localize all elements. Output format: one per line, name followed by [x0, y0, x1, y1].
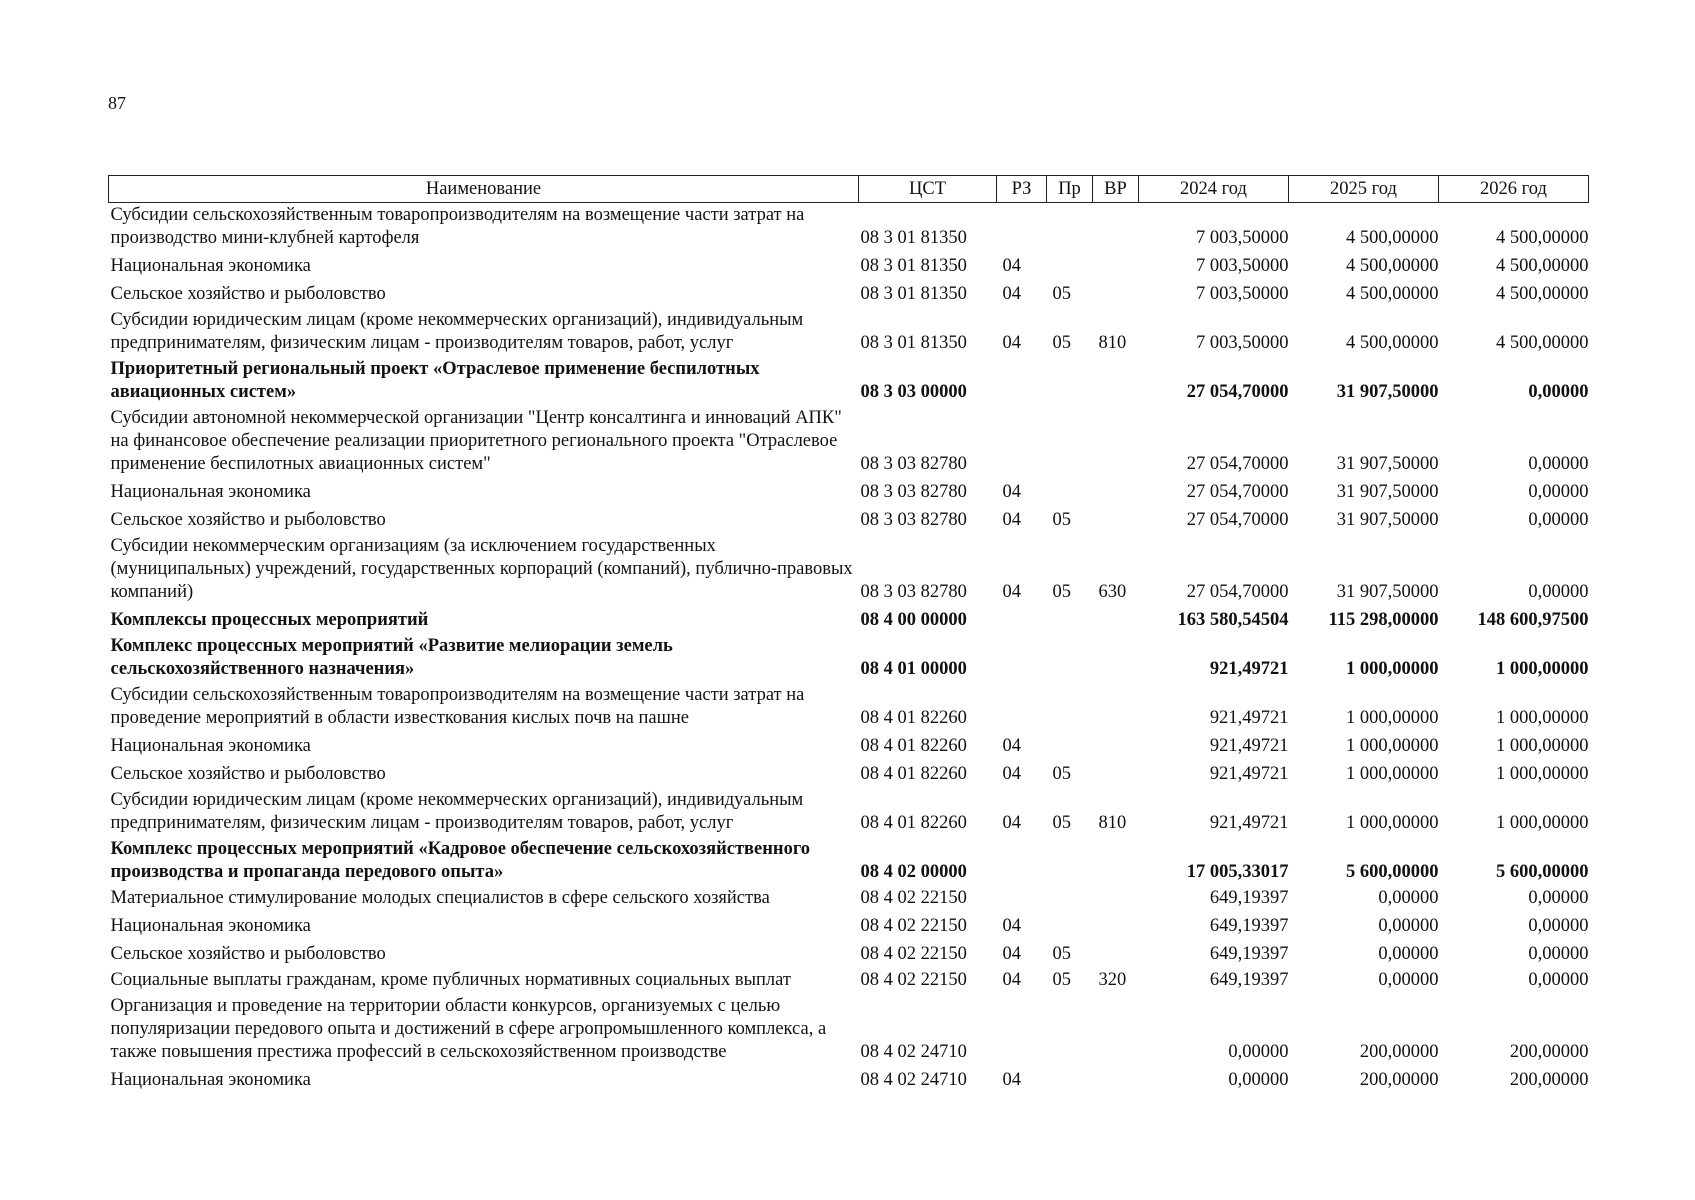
cell-name: Национальная экономика [110, 916, 311, 936]
cell-name: Субсидии сельскохозяйственным товаропроизводителям на возмещение части затрат на проведение мероприятий в области известкования кислых почв на пашне [110, 685, 805, 728]
header-name: Наименование [109, 176, 859, 203]
cell-2024: 921,49721 [1209, 736, 1289, 756]
cell-vr [1093, 406, 1139, 478]
table-row [109, 203, 1589, 253]
cell-2025: 200,00000 [1359, 1042, 1439, 1062]
cell-vr [1093, 760, 1139, 788]
cell-rz: 04 [1002, 510, 1021, 530]
cell-vr [1093, 1066, 1139, 1094]
cell-rz [997, 886, 1047, 912]
header-2025: 2025 год [1289, 176, 1439, 203]
cell-name: Субсидии автономной некоммерческой организации "Центр консалтинга и инноваций АПК" на финансовое обеспечение реализации приоритетного регионального проекта "Отраслевое применение беспилотных авиационных систем" [110, 408, 842, 474]
header-2026: 2026 год [1439, 176, 1589, 203]
cell-2026: 148 600,97500 [1477, 610, 1589, 630]
cell-2025: 4 500,00000 [1346, 333, 1439, 353]
cell-pr: 05 [1052, 764, 1071, 784]
cell-cst: 08 4 02 00000 [860, 862, 967, 882]
cell-2024: 649,19397 [1209, 888, 1289, 908]
header-pr: Пр [1047, 176, 1093, 203]
cell-2026: 1 000,00000 [1496, 736, 1589, 756]
cell-2024: 649,19397 [1209, 944, 1289, 964]
cell-name: Сельское хозяйство и рыболовство [110, 944, 386, 964]
cell-cst: 08 3 03 00000 [860, 382, 967, 402]
cell-2024: 7 003,50000 [1196, 333, 1289, 353]
header-2024: 2024 год [1139, 176, 1289, 203]
cell-rz: 04 [1002, 1070, 1021, 1090]
table-row [109, 886, 1589, 912]
cell-pr: 05 [1052, 944, 1071, 964]
header-rz: РЗ [997, 176, 1047, 203]
cell-rz: 04 [1002, 764, 1021, 784]
cell-rz: 04 [1002, 256, 1021, 276]
cell-vr: 320 [1098, 970, 1127, 990]
table-row [109, 506, 1589, 534]
cell-2024: 921,49721 [1209, 764, 1289, 784]
cell-vr [1093, 634, 1139, 683]
cell-cst: 08 4 01 82260 [860, 813, 967, 833]
cell-2025: 1 000,00000 [1346, 813, 1439, 833]
cell-2025: 31 907,50000 [1336, 382, 1439, 402]
cell-2024: 27 054,70000 [1186, 510, 1289, 530]
cell-2026: 0,00000 [1528, 582, 1589, 602]
table-row [109, 634, 1589, 683]
cell-2025: 0,00000 [1378, 888, 1439, 908]
cell-rz [997, 357, 1047, 406]
cell-name: Национальная экономика [110, 1070, 311, 1090]
cell-2026: 0,00000 [1528, 510, 1589, 530]
cell-2026: 4 500,00000 [1496, 228, 1589, 248]
cell-rz [997, 994, 1047, 1066]
cell-pr: 05 [1052, 582, 1071, 602]
cell-name: Материальное стимулирование молодых специалистов в сфере сельского хозяйства [110, 888, 770, 908]
cell-rz: 04 [1002, 970, 1021, 990]
cell-2025: 4 500,00000 [1346, 284, 1439, 304]
cell-rz: 04 [1002, 482, 1021, 502]
cell-2024: 27 054,70000 [1186, 582, 1289, 602]
cell-pr [1047, 357, 1093, 406]
cell-rz: 04 [1002, 916, 1021, 936]
cell-2026: 0,00000 [1528, 382, 1589, 402]
cell-2025: 1 000,00000 [1346, 764, 1439, 784]
cell-vr [1093, 506, 1139, 534]
cell-rz [997, 606, 1047, 634]
cell-name: Сельское хозяйство и рыболовство [110, 764, 386, 784]
cell-2025: 5 600,00000 [1346, 862, 1439, 882]
cell-vr [1093, 732, 1139, 760]
table-row [109, 406, 1589, 478]
cell-name: Комплексы процессных мероприятий [110, 610, 429, 630]
table-row [109, 308, 1589, 357]
cell-2025: 0,00000 [1378, 970, 1439, 990]
cell-name: Приоритетный региональный проект «Отраслевое применение беспилотных авиационных систем» [110, 359, 760, 402]
cell-cst: 08 3 03 82780 [860, 582, 967, 602]
cell-cst: 08 3 03 82780 [860, 482, 967, 502]
cell-cst: 08 4 02 22150 [860, 916, 967, 936]
table-row [109, 940, 1589, 968]
cell-vr [1093, 280, 1139, 308]
cell-2026: 1 000,00000 [1496, 764, 1589, 784]
cell-name: Субсидии некоммерческим организациям (за исключением государственных (муниципальных) учреждений, государственных корпораций (компаний), публично-правовых компаний) [110, 536, 853, 602]
cell-2024: 7 003,50000 [1196, 256, 1289, 276]
cell-2026: 5 600,00000 [1496, 862, 1589, 882]
table-row [109, 1066, 1589, 1094]
cell-pr [1047, 837, 1093, 886]
cell-name: Сельское хозяйство и рыболовство [110, 510, 386, 530]
table-body [109, 203, 1589, 1095]
table-row [109, 534, 1589, 606]
cell-pr: 05 [1052, 510, 1071, 530]
cell-vr [1093, 912, 1139, 940]
table-row [109, 606, 1589, 634]
table-row [109, 732, 1589, 760]
cell-pr: 05 [1052, 284, 1071, 304]
cell-pr [1047, 406, 1093, 478]
cell-2026: 1 000,00000 [1496, 813, 1589, 833]
cell-name: Организация и проведение на территории области конкурсов, организуемых с целью популяризации передового опыта и достижений в сфере агропромышленного комплекса, а также повышения престижа профессий в сельскохозяйственном производстве [110, 996, 827, 1062]
cell-rz: 04 [1002, 284, 1021, 304]
cell-2026: 4 500,00000 [1496, 333, 1589, 353]
cell-2026: 4 500,00000 [1496, 256, 1589, 276]
cell-2025: 115 298,00000 [1328, 610, 1439, 630]
cell-2026: 0,00000 [1528, 916, 1589, 936]
table-row [109, 788, 1589, 837]
cell-vr [1093, 606, 1139, 634]
cell-name: Сельское хозяйство и рыболовство [110, 284, 386, 304]
cell-cst: 08 4 01 82260 [860, 764, 967, 784]
cell-vr [1093, 252, 1139, 280]
cell-cst: 08 3 01 81350 [860, 256, 967, 276]
cell-vr: 810 [1098, 333, 1127, 353]
cell-cst: 08 3 03 82780 [860, 454, 967, 474]
cell-2025: 4 500,00000 [1346, 256, 1439, 276]
cell-2024: 27 054,70000 [1186, 382, 1289, 402]
cell-rz [997, 634, 1047, 683]
cell-2024: 7 003,50000 [1196, 228, 1289, 248]
cell-2024: 0,00000 [1228, 1042, 1289, 1062]
cell-vr [1093, 837, 1139, 886]
cell-2026: 0,00000 [1528, 454, 1589, 474]
table-row [109, 994, 1589, 1066]
cell-name: Субсидии сельскохозяйственным товаропроизводителям на возмещение части затрат на производство мини-клубней картофеля [110, 205, 805, 248]
cell-cst: 08 4 02 22150 [860, 888, 967, 908]
cell-2025: 1 000,00000 [1346, 708, 1439, 728]
cell-2025: 0,00000 [1378, 944, 1439, 964]
table-row [109, 252, 1589, 280]
cell-cst: 08 3 03 82780 [860, 510, 967, 530]
cell-2025: 1 000,00000 [1346, 736, 1439, 756]
cell-2026: 0,00000 [1528, 482, 1589, 502]
cell-2025: 200,00000 [1359, 1070, 1439, 1090]
table-row [109, 683, 1589, 732]
cell-name: Национальная экономика [110, 482, 311, 502]
cell-cst: 08 4 01 82260 [860, 736, 967, 756]
table-row [109, 968, 1589, 994]
cell-rz [997, 837, 1047, 886]
cell-vr [1093, 940, 1139, 968]
cell-cst: 08 4 02 24710 [860, 1070, 967, 1090]
cell-rz: 04 [1002, 944, 1021, 964]
cell-pr [1047, 732, 1093, 760]
table-row [109, 912, 1589, 940]
cell-2026: 1 000,00000 [1496, 708, 1589, 728]
cell-name: Национальная экономика [110, 736, 311, 756]
cell-cst: 08 4 00 00000 [860, 610, 967, 630]
table-row [109, 837, 1589, 886]
cell-pr [1047, 478, 1093, 506]
cell-cst: 08 4 01 00000 [860, 659, 967, 679]
cell-vr [1093, 357, 1139, 406]
table-row [109, 280, 1589, 308]
cell-vr: 630 [1098, 582, 1127, 602]
cell-vr: 810 [1098, 813, 1127, 833]
cell-vr [1093, 886, 1139, 912]
cell-2025: 31 907,50000 [1336, 482, 1439, 502]
cell-cst: 08 3 01 81350 [860, 228, 967, 248]
cell-2024: 921,49721 [1209, 813, 1289, 833]
cell-cst: 08 3 01 81350 [860, 284, 967, 304]
cell-2024: 649,19397 [1209, 970, 1289, 990]
table-header-row [109, 176, 1589, 203]
cell-pr [1047, 683, 1093, 732]
table-row [109, 478, 1589, 506]
cell-cst: 08 3 01 81350 [860, 333, 967, 353]
table-row [109, 357, 1589, 406]
cell-2026: 200,00000 [1509, 1070, 1589, 1090]
cell-2024: 0,00000 [1228, 1070, 1289, 1090]
cell-vr [1093, 994, 1139, 1066]
cell-rz: 04 [1002, 582, 1021, 602]
cell-pr: 05 [1052, 813, 1071, 833]
cell-vr [1093, 683, 1139, 732]
cell-pr [1047, 912, 1093, 940]
cell-pr [1047, 203, 1093, 253]
cell-2026: 0,00000 [1528, 888, 1589, 908]
cell-2025: 31 907,50000 [1336, 510, 1439, 530]
cell-pr [1047, 634, 1093, 683]
cell-2024: 921,49721 [1209, 708, 1289, 728]
cell-pr [1047, 1066, 1093, 1094]
cell-cst: 08 4 02 22150 [860, 944, 967, 964]
cell-rz: 04 [1002, 333, 1021, 353]
header-cst: ЦСТ [859, 176, 997, 203]
cell-pr: 05 [1052, 970, 1071, 990]
cell-2024: 27 054,70000 [1186, 454, 1289, 474]
cell-2024: 7 003,50000 [1196, 284, 1289, 304]
cell-pr [1047, 606, 1093, 634]
cell-rz [997, 203, 1047, 253]
cell-2026: 0,00000 [1528, 970, 1589, 990]
cell-pr [1047, 252, 1093, 280]
cell-vr [1093, 203, 1139, 253]
cell-2024: 27 054,70000 [1186, 482, 1289, 502]
cell-2024: 17 005,33017 [1186, 862, 1289, 882]
cell-2026: 1 000,00000 [1496, 659, 1589, 679]
cell-2025: 31 907,50000 [1336, 582, 1439, 602]
cell-2026: 4 500,00000 [1496, 284, 1589, 304]
cell-2025: 0,00000 [1378, 916, 1439, 936]
header-vr: ВР [1093, 176, 1139, 203]
page-number: 87 [108, 93, 126, 113]
cell-cst: 08 4 02 24710 [860, 1042, 967, 1062]
cell-2025: 4 500,00000 [1346, 228, 1439, 248]
cell-rz [997, 406, 1047, 478]
cell-pr: 05 [1052, 333, 1071, 353]
cell-vr [1093, 478, 1139, 506]
cell-name: Субсидии юридическим лицам (кроме некоммерческих организаций), индивидуальным предпринимателям, физическим лицам - производителям товаров, работ, услуг [110, 310, 804, 353]
cell-2024: 163 580,54504 [1177, 610, 1289, 630]
cell-2026: 200,00000 [1509, 1042, 1589, 1062]
cell-name: Комплекс процессных мероприятий «Развитие мелиорации земель сельскохозяйственного назначения» [110, 636, 673, 679]
table-row [109, 760, 1589, 788]
cell-name: Национальная экономика [110, 256, 311, 276]
cell-pr [1047, 994, 1093, 1066]
cell-name: Социальные выплаты гражданам, кроме публичных нормативных социальных выплат [110, 970, 791, 990]
cell-pr [1047, 886, 1093, 912]
cell-2025: 31 907,50000 [1336, 454, 1439, 474]
cell-2026: 0,00000 [1528, 944, 1589, 964]
budget-table [108, 175, 1589, 1094]
cell-name: Комплекс процессных мероприятий «Кадровое обеспечение сельскохозяйственного производства и пропаганда передового опыта» [110, 839, 811, 882]
cell-cst: 08 4 01 82260 [860, 708, 967, 728]
cell-rz: 04 [1002, 736, 1021, 756]
cell-name: Субсидии юридическим лицам (кроме некоммерческих организаций), индивидуальным предпринимателям, физическим лицам - производителям товаров, работ, услуг [110, 790, 804, 833]
cell-cst: 08 4 02 22150 [860, 970, 967, 990]
cell-2025: 1 000,00000 [1346, 659, 1439, 679]
cell-2024: 921,49721 [1209, 659, 1289, 679]
cell-rz [997, 683, 1047, 732]
cell-rz: 04 [1002, 813, 1021, 833]
cell-2024: 649,19397 [1209, 916, 1289, 936]
